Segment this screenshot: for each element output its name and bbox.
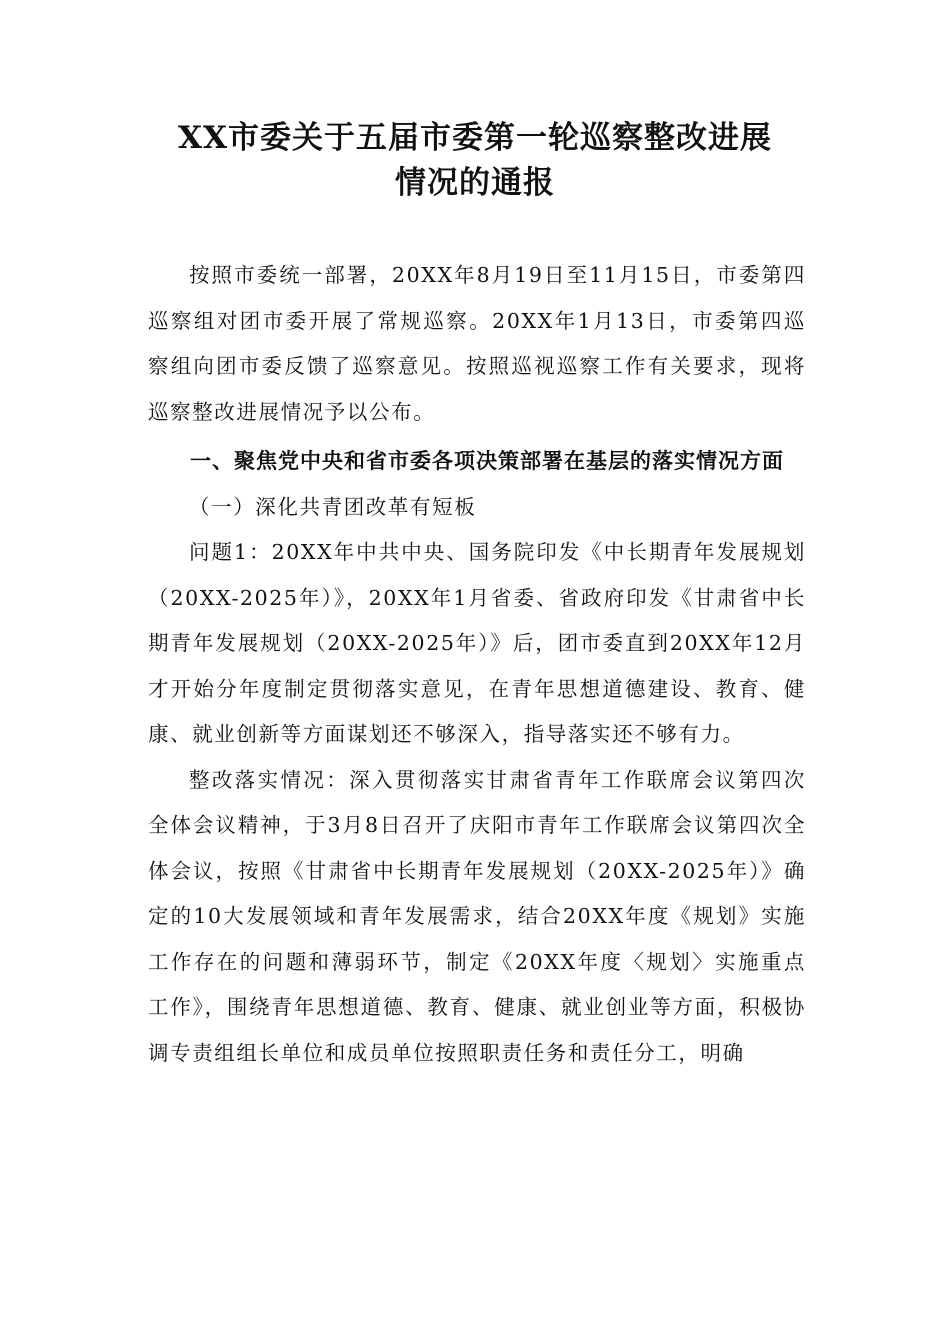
- problem-paragraph: 问题1：20XX年中共中央、国务院印发《中长期青年发展规划（20XX-2025年）》，20XX年1月省委、省政府印发《甘肃省中长期青年发展规划（20XX-2025年）》后，团市委直到20XX年12月才开始分年度制定贯彻落实意见，在青年思想道德建设、教育、健康、就业创新等方面谋划还不够深入，指导落实还不够有力。: [148, 540, 806, 746]
- section-heading-1: 一、聚焦党中央和省市委各项决策部署在基层的落实情况方面: [190, 449, 784, 473]
- intro-paragraph: 按照市委统一部署，20XX年8月19日至11月15日，市委第四巡察组对团市委开展了常规巡察。20XX年1月13日，市委第四巡察组向团市委反馈了巡察意见。按照巡视巡察工作有关要求，现将巡察整改进展情况予以公布。: [148, 263, 806, 424]
- rectification-paragraph: 整改落实情况：深入贯彻落实甘肃省青年工作联席会议第四次全体会议精神，于3月8日召开了庆阳市青年工作联席会议第四次全体会议，按照《甘肃省中长期青年发展规划（20XX-2025年）》确定的10大发展领域和青年发展需求，结合20XX年度《规划》实施工作存在的问题和薄弱环节，制定《20XX年度〈规划〉实施重点工作》，围绕青年思想道德、教育、健康、就业创业等方面，积极协调专责组组长单位和成员单位按照职责任务和责任分工，明确: [148, 767, 806, 1065]
- document-title: [140, 116, 810, 206]
- title-line-2: 情况的通报: [395, 165, 555, 201]
- title-line-1: XX市委关于五届市委第一轮巡察整改进展: [177, 120, 773, 156]
- document-body: [148, 253, 806, 1076]
- subsection-heading-1: （一）深化共青团改革有短板: [189, 494, 477, 519]
